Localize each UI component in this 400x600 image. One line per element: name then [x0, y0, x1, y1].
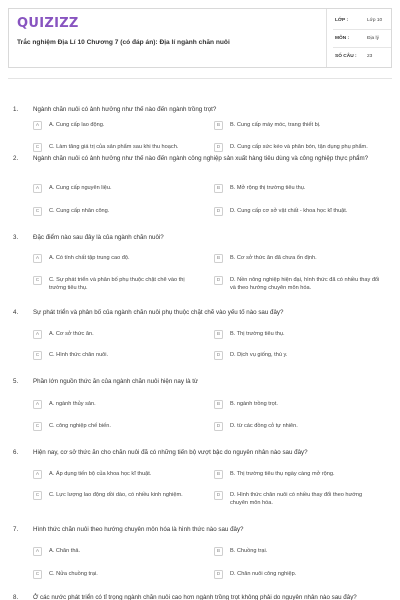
question-text: Phần lớn nguồn thức ăn của ngành chăn nuôi hiện nay là từ: [33, 378, 199, 385]
option-letter-badge: C: [33, 276, 42, 285]
option-letter-badge: A: [33, 184, 42, 193]
option-text: A. Áp dụng tiến bộ của khoa học kĩ thuật.: [49, 471, 152, 477]
section-divider: [8, 78, 392, 79]
option-text: D. Dịch vụ giống, thú y.: [230, 352, 288, 358]
question-text: Ngành chăn nuôi có ảnh hưởng như thế nào đến ngành công nghiệp sản xuất hàng tiêu dùng và công nghiệp thực phẩm?: [33, 155, 369, 162]
question-text: Sự phát triển và phân bố của ngành chăn nuôi phụ thuộc chặt chẽ vào yếu tố nào sau đây?: [33, 309, 284, 316]
option-text: A. Chăn thả.: [49, 548, 81, 554]
meta-divider: [333, 29, 391, 30]
option-letter-badge: A: [33, 547, 42, 556]
question-text: Đặc điểm nào sau đây là của ngành chăn nuôi?: [33, 234, 164, 241]
meta-divider: [333, 47, 391, 48]
meta-count-label: SỐ CÂU :: [335, 54, 357, 59]
option-letter-badge: A: [33, 121, 42, 130]
option-text: C. Nửa chuồng trại.: [49, 571, 98, 577]
question-number: 1.: [13, 106, 19, 113]
option-letter-badge: D: [214, 570, 223, 579]
option-letter-badge: C: [33, 207, 42, 216]
question-text: Ở các nước phát triển có tỉ trọng ngành chăn nuôi cao hơn ngành trồng trọt không phải do nguyên nhân nào sau đây?: [33, 594, 357, 600]
option-text: D. Chăn nuôi công nghiệp.: [230, 571, 297, 577]
option-letter-badge: C: [33, 491, 42, 500]
meta-grade-label: LỚP :: [335, 18, 349, 23]
option-letter-badge: A: [33, 330, 42, 339]
option-text: C. Làm tăng giá trị của sản phẩm sau khi thu hoạch.: [49, 144, 179, 150]
option-letter-badge: B: [214, 330, 223, 339]
option-letter-badge: D: [214, 276, 223, 285]
option-letter-badge: C: [33, 143, 42, 152]
option-text: D. Hình thức chăn nuôi có nhiều thay đổi theo hướng chuyên môn hóa.: [230, 492, 363, 506]
option-letter-badge: B: [214, 184, 223, 193]
meta-count-value: 23: [367, 54, 373, 59]
option-text: D. Cung cấp cơ sở vật chất - khoa học kĩ thuật.: [230, 208, 348, 214]
option-text: C. Sự phát triển và phân bố phụ thuộc chặt chẽ vào thị trường tiêu thụ.: [49, 277, 185, 291]
option-text: A. Cơ sở thức ăn.: [49, 331, 94, 337]
option-letter-badge: C: [33, 570, 42, 579]
option-text: A. Cung cấp lao động.: [49, 122, 105, 128]
option-letter-badge: B: [214, 547, 223, 556]
option-text: B. ngành trồng trọt.: [230, 401, 278, 407]
question-number: 5.: [13, 378, 19, 385]
option-letter-badge: D: [214, 422, 223, 431]
question-text: Hình thức chăn nuôi theo hướng chuyên môn hóa là hình thức nào sau đây?: [33, 526, 244, 533]
worksheet-title: Trắc nghiệm Địa Lí 10 Chương 7 (có đáp án): Địa lí ngành chăn nuôi: [17, 39, 230, 46]
worksheet-meta: [326, 9, 393, 67]
option-letter-badge: B: [214, 121, 223, 130]
option-letter-badge: D: [214, 491, 223, 500]
option-text: D. Nền nông nghiệp hiện đại, hình thức đã có nhiều thay đổi và theo hướng chuyên môn hóa.: [230, 277, 380, 291]
option-text: B. Chuồng trại.: [230, 548, 268, 554]
meta-subject-value: Địa lý: [367, 36, 379, 41]
option-letter-badge: D: [214, 207, 223, 216]
question-number: 4.: [13, 309, 19, 316]
question-number: 6.: [13, 449, 19, 456]
option-letter-badge: B: [214, 254, 223, 263]
option-text: B. Cung cấp máy móc, trang thiết bị.: [230, 122, 321, 128]
option-text: C. công nghiệp chế biến.: [49, 423, 111, 429]
option-text: D. Cung cấp sức kéo và phân bón, tận dụng phụ phẩm.: [230, 144, 368, 150]
option-text: B. Mở rộng thị trường tiêu thụ.: [230, 185, 306, 191]
option-letter-badge: B: [214, 400, 223, 409]
option-text: A. Có tính chất tập trung cao độ.: [49, 255, 130, 261]
option-letter-badge: C: [33, 351, 42, 360]
question-number: 3.: [13, 234, 19, 241]
option-letter-badge: A: [33, 254, 42, 263]
option-letter-badge: A: [33, 400, 42, 409]
meta-count: [335, 54, 391, 66]
question-number: 8.: [13, 594, 19, 600]
question-text: Hiện nay, cơ sở thức ăn cho chăn nuôi đã có những tiến bộ vượt bậc do nguyên nhân nào sau đây?: [33, 449, 308, 456]
option-text: C. Hình thức chăn nuôi.: [49, 352, 109, 358]
option-letter-badge: D: [214, 143, 223, 152]
question-number: 7.: [13, 526, 19, 533]
option-text: A. Cung cấp nguyên liệu.: [49, 185, 112, 191]
option-letter-badge: B: [214, 470, 223, 479]
option-text: B. Cơ sở thức ăn đã chưa ổn định.: [230, 255, 317, 261]
question-text: Ngành chăn nuôi có ảnh hưởng như thế nào đến ngành trồng trọt?: [33, 106, 217, 113]
option-text: C. Lực lượng lao động dồi dào, có nhiều kinh nghiệm.: [49, 492, 183, 498]
meta-subject-label: MÔN :: [335, 36, 350, 41]
question-number: 2.: [13, 155, 19, 162]
quizizz-logo[interactable]: QUIZIZZ: [17, 16, 79, 31]
option-text: A. ngành thủy sản.: [49, 401, 96, 407]
meta-grade-value: Lớp 10: [367, 18, 383, 23]
option-text: D. từ các đồng cỏ tự nhiên.: [230, 423, 298, 429]
option-letter-badge: C: [33, 422, 42, 431]
option-text: B. Thị trường tiêu thụ ngày càng mở rộng.: [230, 471, 335, 477]
option-text: C. Cung cấp nhân công.: [49, 208, 110, 214]
option-text: B. Thị trường tiêu thụ.: [230, 331, 285, 337]
option-letter-badge: D: [214, 351, 223, 360]
worksheet-header: [8, 8, 392, 68]
option-letter-badge: A: [33, 470, 42, 479]
